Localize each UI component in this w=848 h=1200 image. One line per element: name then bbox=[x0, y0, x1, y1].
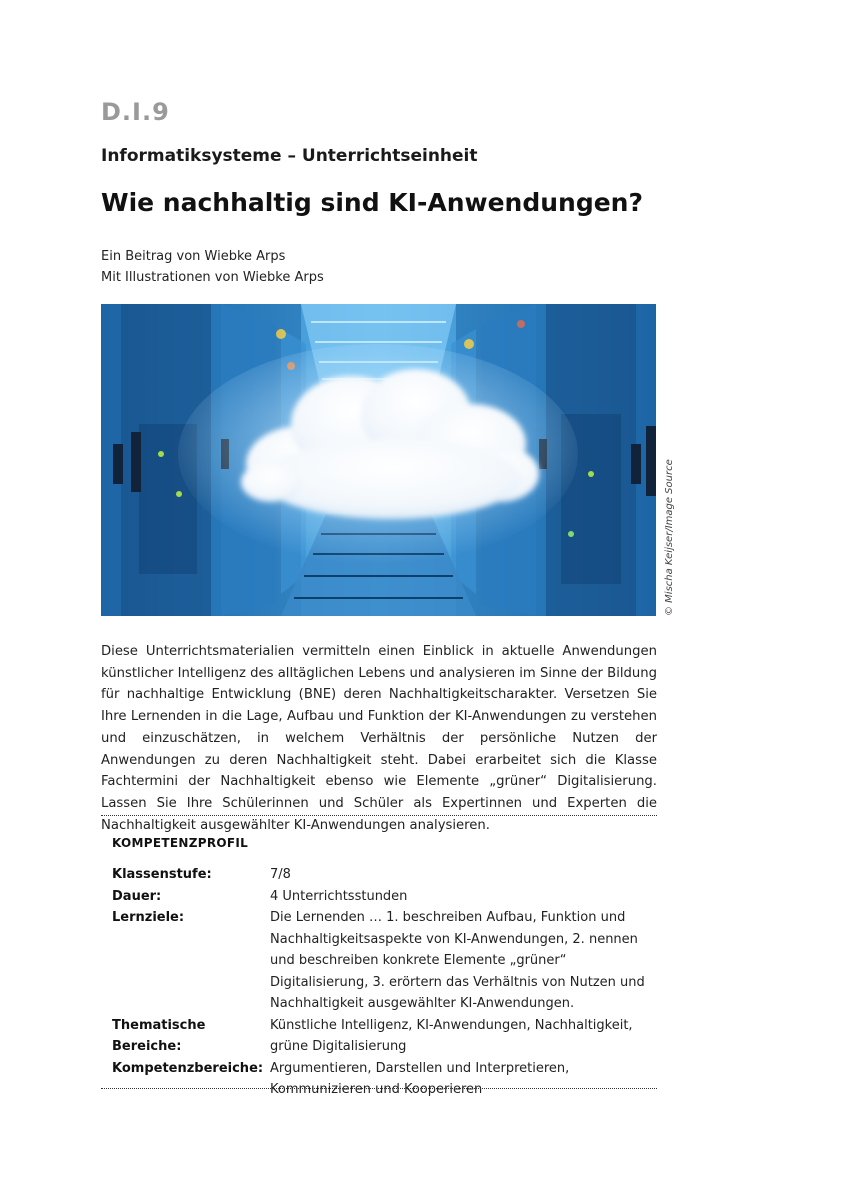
kp-label: Thematische Bereiche: bbox=[112, 1017, 206, 1054]
unit-code: D.I.9 bbox=[101, 98, 170, 126]
kp-label: Klassenstufe: bbox=[112, 867, 212, 882]
divider-bottom bbox=[101, 1088, 657, 1089]
kp-row-thematische-bereiche bbox=[112, 1015, 657, 1058]
kp-value: Die Lernenden … 1. beschreiben Aufbau, Funktion und Nachhaltigkeitsaspekte von KI-Anwendungen, 2. nennen und beschreiben konkrete Elemente „grüner“ Digitalisierung, 3. erörtern das Verhältnis von Nutzen und Nachhaltigkeit ausgewählter KI-Anwendungen. bbox=[270, 910, 645, 1011]
server-room-cloud-image bbox=[101, 304, 656, 616]
kp-label: Dauer: bbox=[112, 888, 162, 904]
intro-paragraph: Diese Unterrichtsmaterialien vermitteln einen Einblick in aktuelle Anwendungen künstlicher Intelligenz des alltäglichen Lebens und analysieren im Sinne der Bildung für nachhaltige Entwicklung (BNE) deren Nachhaltigkeitscharakter. Versetzen Sie Ihre Lernenden in die Lage, Aufbau und Funktion der KI-Anwendungen zu verstehen und einzuschätzen, in welchem Verhältnis der persönliche Nutzen der Anwendungen zu deren Nachhaltigkeit steht. Dabei erarbeitet sich die Klasse Fachtermini der Nachhaltigkeit ebenso wie Elemente „grüner“ Digitalisierung. Lassen Sie Ihre Schülerinnen und Schüler als Expertinnen und Experten die Nachhaltigkeit ausgewählter KI-Anwendungen analysieren. bbox=[101, 644, 657, 833]
kp-row-klassenstufe bbox=[112, 864, 657, 886]
kp-value: 7/8 bbox=[270, 867, 291, 882]
kp-label: Lernziele: bbox=[112, 910, 185, 925]
kp-value: Argumentieren, Darstellen und Interpretieren, Kommunizieren und Kooperieren bbox=[270, 1060, 570, 1097]
kompetenzprofil-heading: KOMPETENZPROFIL bbox=[112, 836, 249, 850]
author-block bbox=[101, 246, 324, 288]
divider-top bbox=[101, 815, 657, 816]
kp-row-lernziele bbox=[112, 907, 657, 1015]
image-credit: © Mischa Keijser/Image Source bbox=[664, 459, 675, 616]
kp-row-dauer bbox=[112, 886, 657, 908]
kp-value: 4 Unterrichtsstunden bbox=[270, 888, 408, 904]
kp-row-kompetenzbereiche bbox=[112, 1058, 657, 1101]
illustrator-line: Mit Illustrationen von Wiebke Arps bbox=[101, 270, 324, 285]
kp-value: Künstliche Intelligenz, KI-Anwendungen, Nachhaltigkeit, grüne Digitalisierung bbox=[270, 1017, 633, 1054]
kompetenzprofil-table bbox=[112, 864, 657, 1101]
author-line: Ein Beitrag von Wiebke Arps bbox=[101, 249, 286, 264]
page-title: Wie nachhaltig sind KI-Anwendungen? bbox=[101, 188, 643, 217]
kp-label: Kompetenzbereiche: bbox=[112, 1060, 264, 1076]
series-subtitle: Informatiksysteme – Unterrichtseinheit bbox=[101, 146, 478, 166]
